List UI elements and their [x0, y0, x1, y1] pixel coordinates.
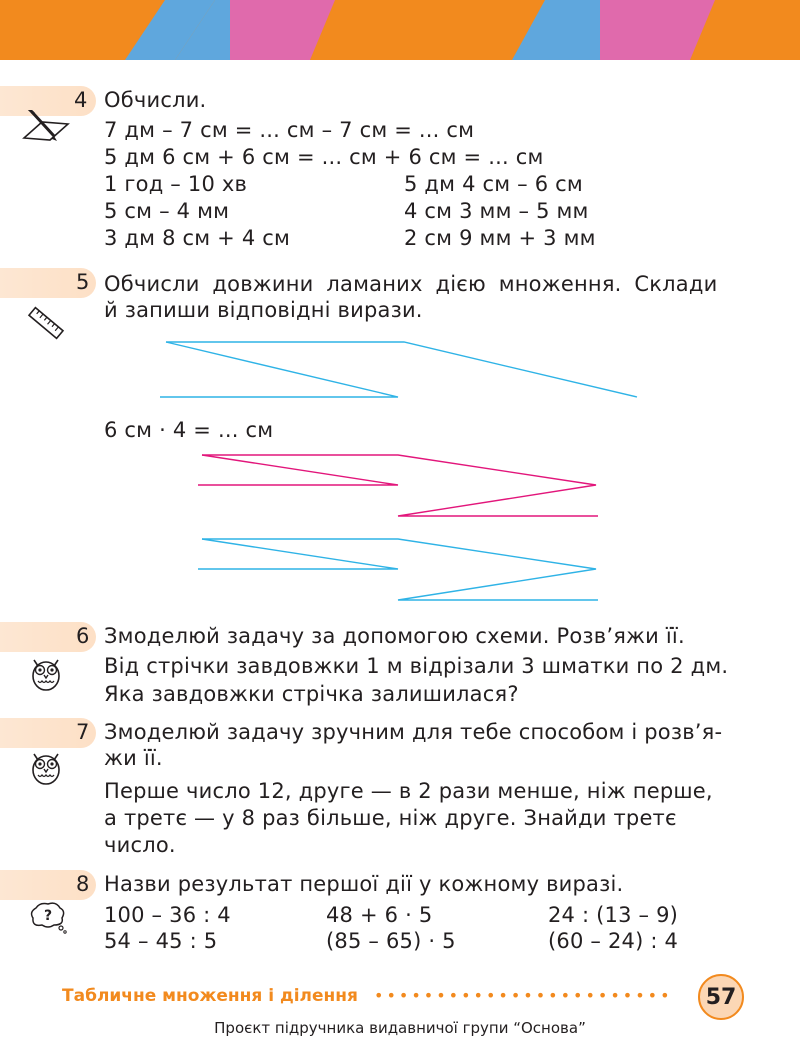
task4-number: 4	[74, 88, 88, 112]
svg-text:?: ?	[44, 908, 53, 924]
task8-title: Назви результат першої дії у кожному виразі.	[104, 872, 624, 896]
owl-icon	[28, 654, 64, 692]
footer-credit: Проєкт підручника видавничої групи “Основа”	[214, 1019, 586, 1037]
task7-text-3: Перше число 12, друге — в 2 рази менше, ніж перше,	[104, 779, 713, 803]
task8-expr-2-2: (85 – 65) · 5	[326, 929, 456, 953]
task4-left-3: 3 дм 8 см + 4 см	[104, 226, 291, 250]
task6-text-1: Змоделюй задачу за допомогою схеми. Розв’яжи її.	[104, 624, 685, 648]
task6-number: 6	[76, 624, 90, 648]
pencil-notebook-icon	[20, 110, 72, 146]
footer-dots: ••••••••••••••••••••••••	[374, 986, 673, 1005]
task4-left-1: 1 год – 10 хв	[104, 172, 248, 196]
polyline-2	[198, 455, 398, 485]
task8-expr-1-1: 100 – 36 : 4	[104, 903, 231, 927]
task4-line-1: 7 дм – 7 см = ... см – 7 см = ... см	[104, 118, 475, 142]
task7-text-2: жи її.	[104, 746, 163, 770]
task5-number: 5	[76, 270, 90, 294]
task8-number: 8	[76, 872, 90, 896]
task4-title: Обчисли.	[104, 88, 207, 112]
polyline-1b	[160, 342, 398, 397]
polyline-figures	[0, 330, 800, 610]
footer-section-title: Табличне множення і ділення	[62, 986, 358, 1006]
task5-example: 6 см · 4 = ... см	[104, 418, 274, 442]
polyline-1	[166, 342, 637, 397]
owl-icon	[28, 748, 64, 786]
polyline-3	[198, 539, 398, 569]
task8-expr-1-2: 48 + 6 · 5	[326, 903, 433, 927]
task7-text-4: а третє — у 8 раз більше, ніж друге. Знайди третє	[104, 806, 677, 830]
task8-expr-2-1: 54 – 45 : 5	[104, 929, 218, 953]
task7-text-1: Змоделюй задачу зручним для тебе способом і розв’я-	[104, 720, 723, 744]
task8-expr-2-3: (60 – 24) : 4	[548, 929, 679, 953]
task8-expr-1-3: 24 : (13 – 9)	[548, 903, 679, 927]
task4-line-2: 5 дм 6 см + 6 см = ... см + 6 см = ... см	[104, 145, 544, 169]
task4-right-1: 5 дм 4 см – 6 см	[404, 172, 583, 196]
task4-right-2: 4 см 3 мм – 5 мм	[404, 199, 589, 223]
question-bubble-icon	[28, 900, 68, 934]
task6-text-2: Від стрічки завдовжки 1 м відрізали 3 шматки по 2 дм.	[104, 654, 729, 678]
page-number: 57	[698, 974, 744, 1020]
task6-text-3: Яка завдовжки стрічка залишилася?	[104, 682, 519, 706]
task5-text-2: й запиши відповідні вирази.	[104, 298, 423, 322]
task4-left-2: 5 см – 4 мм	[104, 199, 230, 223]
top-banner	[0, 0, 800, 60]
task7-number: 7	[76, 720, 90, 744]
task7-text-5: число.	[104, 833, 176, 857]
task4-right-3: 2 см 9 мм + 3 мм	[404, 226, 596, 250]
task5-text-1: Обчисли довжини ламаних дією множення. Склади	[104, 272, 718, 296]
